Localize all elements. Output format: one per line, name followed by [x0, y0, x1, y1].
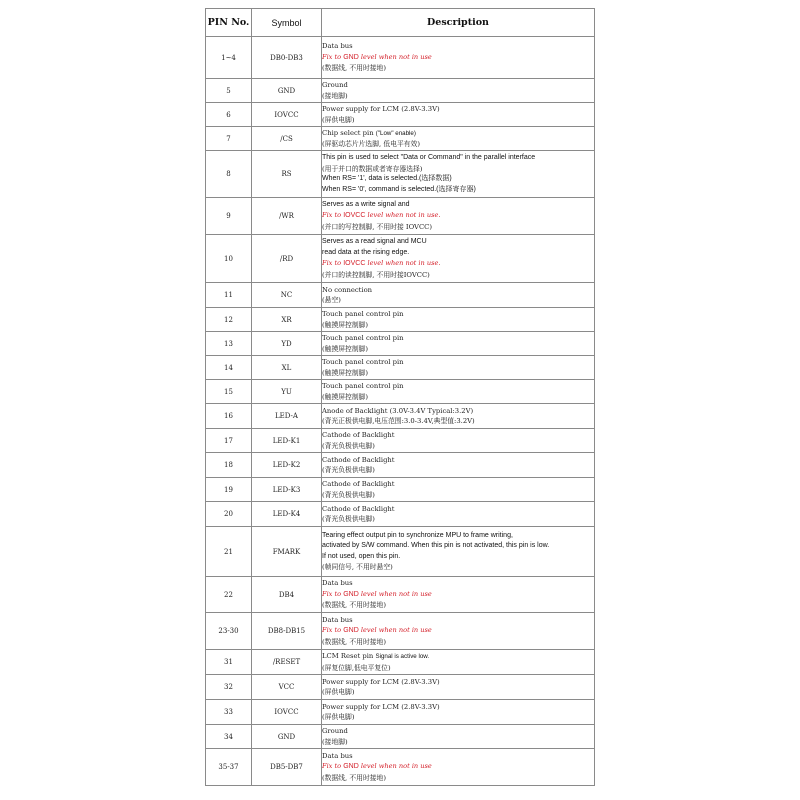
pin-number-cell: 34	[206, 725, 252, 749]
symbol-cell: YU	[252, 380, 322, 404]
symbol-cell: DB8-DB15	[252, 613, 322, 650]
description-line	[322, 416, 594, 427]
description-text: (数据线, 不用时接地)	[322, 601, 386, 610]
table-row	[206, 308, 595, 332]
description-line	[322, 514, 594, 525]
table-row	[206, 613, 595, 650]
description-text: (触摸屏控制脚)	[322, 320, 369, 329]
description-text: (触摸屏控制脚)	[322, 344, 369, 353]
header-symbol: Symbol	[252, 9, 322, 37]
description-line	[322, 320, 594, 331]
description-cell	[322, 453, 595, 478]
description-text: Touch panel control pin	[322, 382, 404, 390]
symbol-cell: /RD	[252, 235, 322, 283]
description-line	[322, 406, 594, 417]
description-line	[322, 455, 594, 466]
pin-number-cell: 5	[206, 79, 252, 103]
description-text: Ground	[322, 727, 348, 735]
symbol-cell: DB4	[252, 577, 322, 613]
table-row	[206, 527, 595, 577]
table-row	[206, 332, 595, 356]
symbol-cell: GND	[252, 725, 322, 749]
description-text: Ground	[322, 81, 348, 89]
description-cell	[322, 332, 595, 356]
description-text: (用于并口的数据或者寄存器选择)	[322, 164, 423, 173]
table-row	[206, 198, 595, 235]
description-cell	[322, 749, 595, 786]
table-row	[206, 453, 595, 478]
description-text: Power supply for LCM (2.8V-3.3V)	[322, 677, 440, 686]
description-cell	[322, 478, 595, 502]
table-row	[206, 700, 595, 725]
symbol-cell: LED-K2	[252, 453, 322, 478]
description-text: Fix to	[322, 259, 344, 267]
table-row	[206, 478, 595, 502]
pin-number-cell: 6	[206, 103, 252, 127]
description-text: (背光负极供电脚)	[322, 515, 375, 523]
description-text: Serves as a write signal and	[322, 200, 410, 208]
description-text: (并口的写控制脚, 不用时接 IOVCC)	[322, 222, 432, 231]
description-line	[322, 465, 594, 476]
description-line	[322, 615, 594, 626]
description-cell	[322, 700, 595, 725]
symbol-cell: DB0-DB3	[252, 37, 322, 79]
description-text-rest: level when not in use	[358, 52, 432, 61]
symbol-cell: YD	[252, 332, 322, 356]
description-line	[322, 600, 594, 611]
description-line	[322, 712, 594, 723]
description-line	[322, 773, 594, 784]
description-line	[322, 578, 594, 589]
description-line	[322, 115, 594, 126]
pin-assignment-sheet	[205, 8, 594, 786]
symbol-cell: LED-K1	[252, 429, 322, 453]
description-line	[322, 751, 594, 762]
pin-number-cell: 1~4	[206, 37, 252, 79]
description-cell	[322, 577, 595, 613]
table-row	[206, 404, 595, 429]
description-text: (背光正极供电脚,电压范围:3.0-3.4V,典型值:3.2V)	[322, 417, 475, 425]
unused-level-note	[322, 589, 594, 601]
description-line	[322, 441, 594, 452]
description-line	[322, 128, 594, 140]
symbol-cell: XL	[252, 356, 322, 380]
description-line	[322, 490, 594, 501]
description-text: Fix to	[322, 589, 344, 598]
pin-number-cell: 18	[206, 453, 252, 478]
description-line	[322, 91, 594, 102]
description-text: If not used, open this pin.	[322, 552, 401, 560]
description-text: Fix to	[322, 211, 344, 220]
header-row	[206, 9, 595, 37]
table-row	[206, 577, 595, 613]
description-line	[322, 541, 594, 552]
description-text: Tearing effect output pin to synchronize MPU to frame writing,	[322, 531, 513, 539]
description-line	[322, 104, 594, 115]
pin-number-cell: 11	[206, 283, 252, 308]
description-text: When RS= '1', data is selected.(选择数据)	[322, 175, 452, 182]
description-text: (并口的读控制脚, 不用时接IOVCC)	[322, 270, 430, 279]
description-text: No connection	[322, 285, 373, 294]
description-text: (屏供电脚)	[322, 713, 355, 721]
description-line	[322, 663, 594, 674]
symbol-cell: IOVCC	[252, 103, 322, 127]
description-line	[322, 222, 594, 233]
description-cell	[322, 37, 595, 79]
description-cell	[322, 502, 595, 527]
pin-number-cell: 17	[206, 429, 252, 453]
description-line	[322, 200, 594, 211]
description-text: (悬空)	[322, 296, 341, 304]
table-row	[206, 429, 595, 453]
description-cell	[322, 404, 595, 429]
pin-number-cell: 15	[206, 380, 252, 404]
table-row	[206, 127, 595, 151]
description-line	[322, 285, 594, 296]
unused-level-note	[322, 761, 594, 773]
description-cell	[322, 527, 595, 577]
level-name: IOVCC	[343, 260, 366, 267]
pin-number-cell: 23-30	[206, 613, 252, 650]
level-name: IOVCC	[343, 212, 366, 220]
description-text: (数据线, 不用时接地)	[322, 64, 386, 73]
description-text: Touch panel control pin	[322, 334, 404, 342]
description-line	[322, 381, 594, 392]
inline-note: Signal is active low.	[375, 653, 430, 660]
description-text: Fix to	[322, 626, 344, 635]
symbol-cell: FMARK	[252, 527, 322, 577]
description-line	[322, 248, 594, 259]
description-text: (数据线, 不用时接地)	[322, 773, 386, 782]
description-line	[322, 504, 594, 515]
description-text: Cathode of Backlight	[322, 504, 395, 513]
description-text: (帧同信号, 不用时悬空)	[322, 563, 393, 571]
description-cell	[322, 235, 595, 283]
pin-number-cell: 33	[206, 700, 252, 725]
description-line	[322, 80, 594, 91]
description-line	[322, 164, 594, 175]
description-line	[322, 702, 594, 713]
description-text: Cathode of Backlight	[322, 431, 395, 439]
description-text: Touch panel control pin	[322, 310, 404, 318]
pin-number-cell: 19	[206, 478, 252, 502]
description-text: (屏复位脚,低电平复位)	[322, 663, 391, 672]
description-cell	[322, 151, 595, 198]
description-text-rest: level when not in use	[358, 762, 432, 771]
description-line	[322, 737, 594, 748]
description-line	[322, 237, 594, 248]
level-name: GND	[343, 590, 359, 598]
header-description: Description	[322, 9, 595, 37]
symbol-cell: /CS	[252, 127, 322, 151]
description-cell	[322, 650, 595, 675]
description-text: activated by S/W command. When this pin is not activated, this pin is low.	[322, 542, 550, 549]
description-cell	[322, 429, 595, 453]
description-text: Fix to	[322, 762, 344, 771]
symbol-cell: LED-K3	[252, 478, 322, 502]
description-line	[322, 637, 594, 648]
level-name: GND	[343, 627, 359, 635]
description-text: (背光负极供电脚)	[322, 466, 375, 474]
header-pin: PIN No.	[206, 9, 252, 37]
description-line	[322, 153, 594, 164]
description-text: Fix to	[322, 52, 344, 61]
description-text: Data bus	[322, 42, 353, 51]
description-text: (屏供电脚)	[322, 115, 355, 124]
table-row	[206, 675, 595, 700]
pin-number-cell: 22	[206, 577, 252, 613]
description-cell	[322, 675, 595, 700]
table-row	[206, 380, 595, 404]
symbol-cell: LED-K4	[252, 502, 322, 527]
description-cell	[322, 283, 595, 308]
description-cell	[322, 725, 595, 749]
description-text: LCM Reset pin	[322, 652, 374, 660]
symbol-cell: /WR	[252, 198, 322, 235]
description-line	[322, 392, 594, 403]
description-text: Chip select pin	[322, 128, 374, 137]
description-text-rest: level when not in use.	[365, 259, 441, 267]
unused-level-note	[322, 625, 594, 637]
description-line	[322, 677, 594, 688]
description-text: (接地脚)	[322, 737, 348, 746]
description-line	[322, 41, 594, 52]
table-row	[206, 283, 595, 308]
description-text: (屏供电脚)	[322, 688, 355, 696]
description-text: (触摸屏控制脚)	[322, 368, 369, 377]
pin-number-cell: 12	[206, 308, 252, 332]
pin-number-cell: 8	[206, 151, 252, 198]
pin-number-cell: 16	[206, 404, 252, 429]
inline-note: ("Low" enable)	[375, 129, 416, 137]
unused-level-note	[322, 258, 594, 270]
unused-level-note	[322, 52, 594, 64]
description-cell	[322, 103, 595, 127]
description-text: Anode of Backlight (3.0V-3.4V Typical:3.2V)	[322, 406, 474, 415]
pin-number-cell: 7	[206, 127, 252, 151]
description-cell	[322, 613, 595, 650]
description-text: (背光负极供电脚)	[322, 490, 375, 499]
pin-number-cell: 35-37	[206, 749, 252, 786]
description-text-rest: level when not in use.	[365, 211, 441, 220]
symbol-cell: IOVCC	[252, 700, 322, 725]
table-row	[206, 725, 595, 749]
description-line	[322, 430, 594, 441]
symbol-cell: DB5-DB7	[252, 749, 322, 786]
description-text: Power supply for LCM (2.8V-3.3V)	[322, 702, 440, 711]
description-cell	[322, 79, 595, 103]
description-text: Data bus	[322, 751, 353, 760]
pin-number-cell: 10	[206, 235, 252, 283]
pin-table-body	[206, 37, 595, 786]
description-line	[322, 479, 594, 490]
pin-number-cell: 14	[206, 356, 252, 380]
pin-number-cell: 13	[206, 332, 252, 356]
description-line	[322, 651, 594, 663]
description-line	[322, 344, 594, 355]
description-text: (数据线, 不用时接地)	[322, 637, 386, 646]
description-text: (接地脚)	[322, 91, 348, 100]
description-line	[322, 139, 594, 150]
description-text-rest: level when not in use	[358, 626, 432, 635]
description-text: Cathode of Backlight	[322, 480, 395, 488]
description-line	[322, 185, 594, 196]
symbol-cell: GND	[252, 79, 322, 103]
description-cell	[322, 356, 595, 380]
description-text: Data bus	[322, 615, 353, 624]
pin-table	[205, 8, 595, 786]
table-row	[206, 151, 595, 198]
table-row	[206, 235, 595, 283]
table-row	[206, 103, 595, 127]
pin-number-cell: 21	[206, 527, 252, 577]
description-cell	[322, 308, 595, 332]
description-line	[322, 270, 594, 281]
pin-number-cell: 32	[206, 675, 252, 700]
description-text: This pin is used to select "Data or Command" in the parallel interface	[322, 154, 536, 161]
table-row	[206, 502, 595, 527]
description-text: Touch panel control pin	[322, 358, 404, 366]
table-row	[206, 650, 595, 675]
table-row	[206, 37, 595, 79]
description-text: Serves as a read signal and MCU	[322, 238, 427, 245]
description-cell	[322, 127, 595, 151]
level-name: GND	[343, 53, 359, 61]
description-line	[322, 368, 594, 379]
description-text-rest: level when not in use	[358, 589, 432, 598]
symbol-cell: VCC	[252, 675, 322, 700]
description-text: (屏驱动芯片片选脚, 低电平有效)	[322, 140, 420, 148]
description-line	[322, 333, 594, 344]
table-row	[206, 749, 595, 786]
pin-number-cell: 31	[206, 650, 252, 675]
description-line	[322, 63, 594, 74]
description-line	[322, 174, 594, 185]
description-text: Power supply for LCM (2.8V-3.3V)	[322, 105, 440, 113]
description-line	[322, 687, 594, 698]
description-text: Data bus	[322, 579, 353, 588]
description-line	[322, 295, 594, 306]
description-line	[322, 726, 594, 737]
symbol-cell: RS	[252, 151, 322, 198]
symbol-cell: LED-A	[252, 404, 322, 429]
table-row	[206, 79, 595, 103]
description-text: (背光负极供电脚)	[322, 441, 375, 450]
description-line	[322, 531, 594, 542]
description-line	[322, 309, 594, 320]
table-row	[206, 356, 595, 380]
description-text: (触摸屏控制脚)	[322, 392, 369, 401]
description-line	[322, 562, 594, 573]
symbol-cell: /RESET	[252, 650, 322, 675]
symbol-cell: NC	[252, 283, 322, 308]
description-line	[322, 552, 594, 563]
description-cell	[322, 198, 595, 235]
description-text: read data at the rising edge.	[322, 248, 410, 256]
level-name: GND	[343, 763, 359, 771]
description-text: When RS= '0', command is selected.(选择寄存器)	[322, 185, 476, 193]
symbol-cell: XR	[252, 308, 322, 332]
pin-number-cell: 20	[206, 502, 252, 527]
description-text: Cathode of Backlight	[322, 455, 395, 464]
unused-level-note	[322, 210, 594, 222]
description-cell	[322, 380, 595, 404]
description-line	[322, 357, 594, 368]
pin-number-cell: 9	[206, 198, 252, 235]
